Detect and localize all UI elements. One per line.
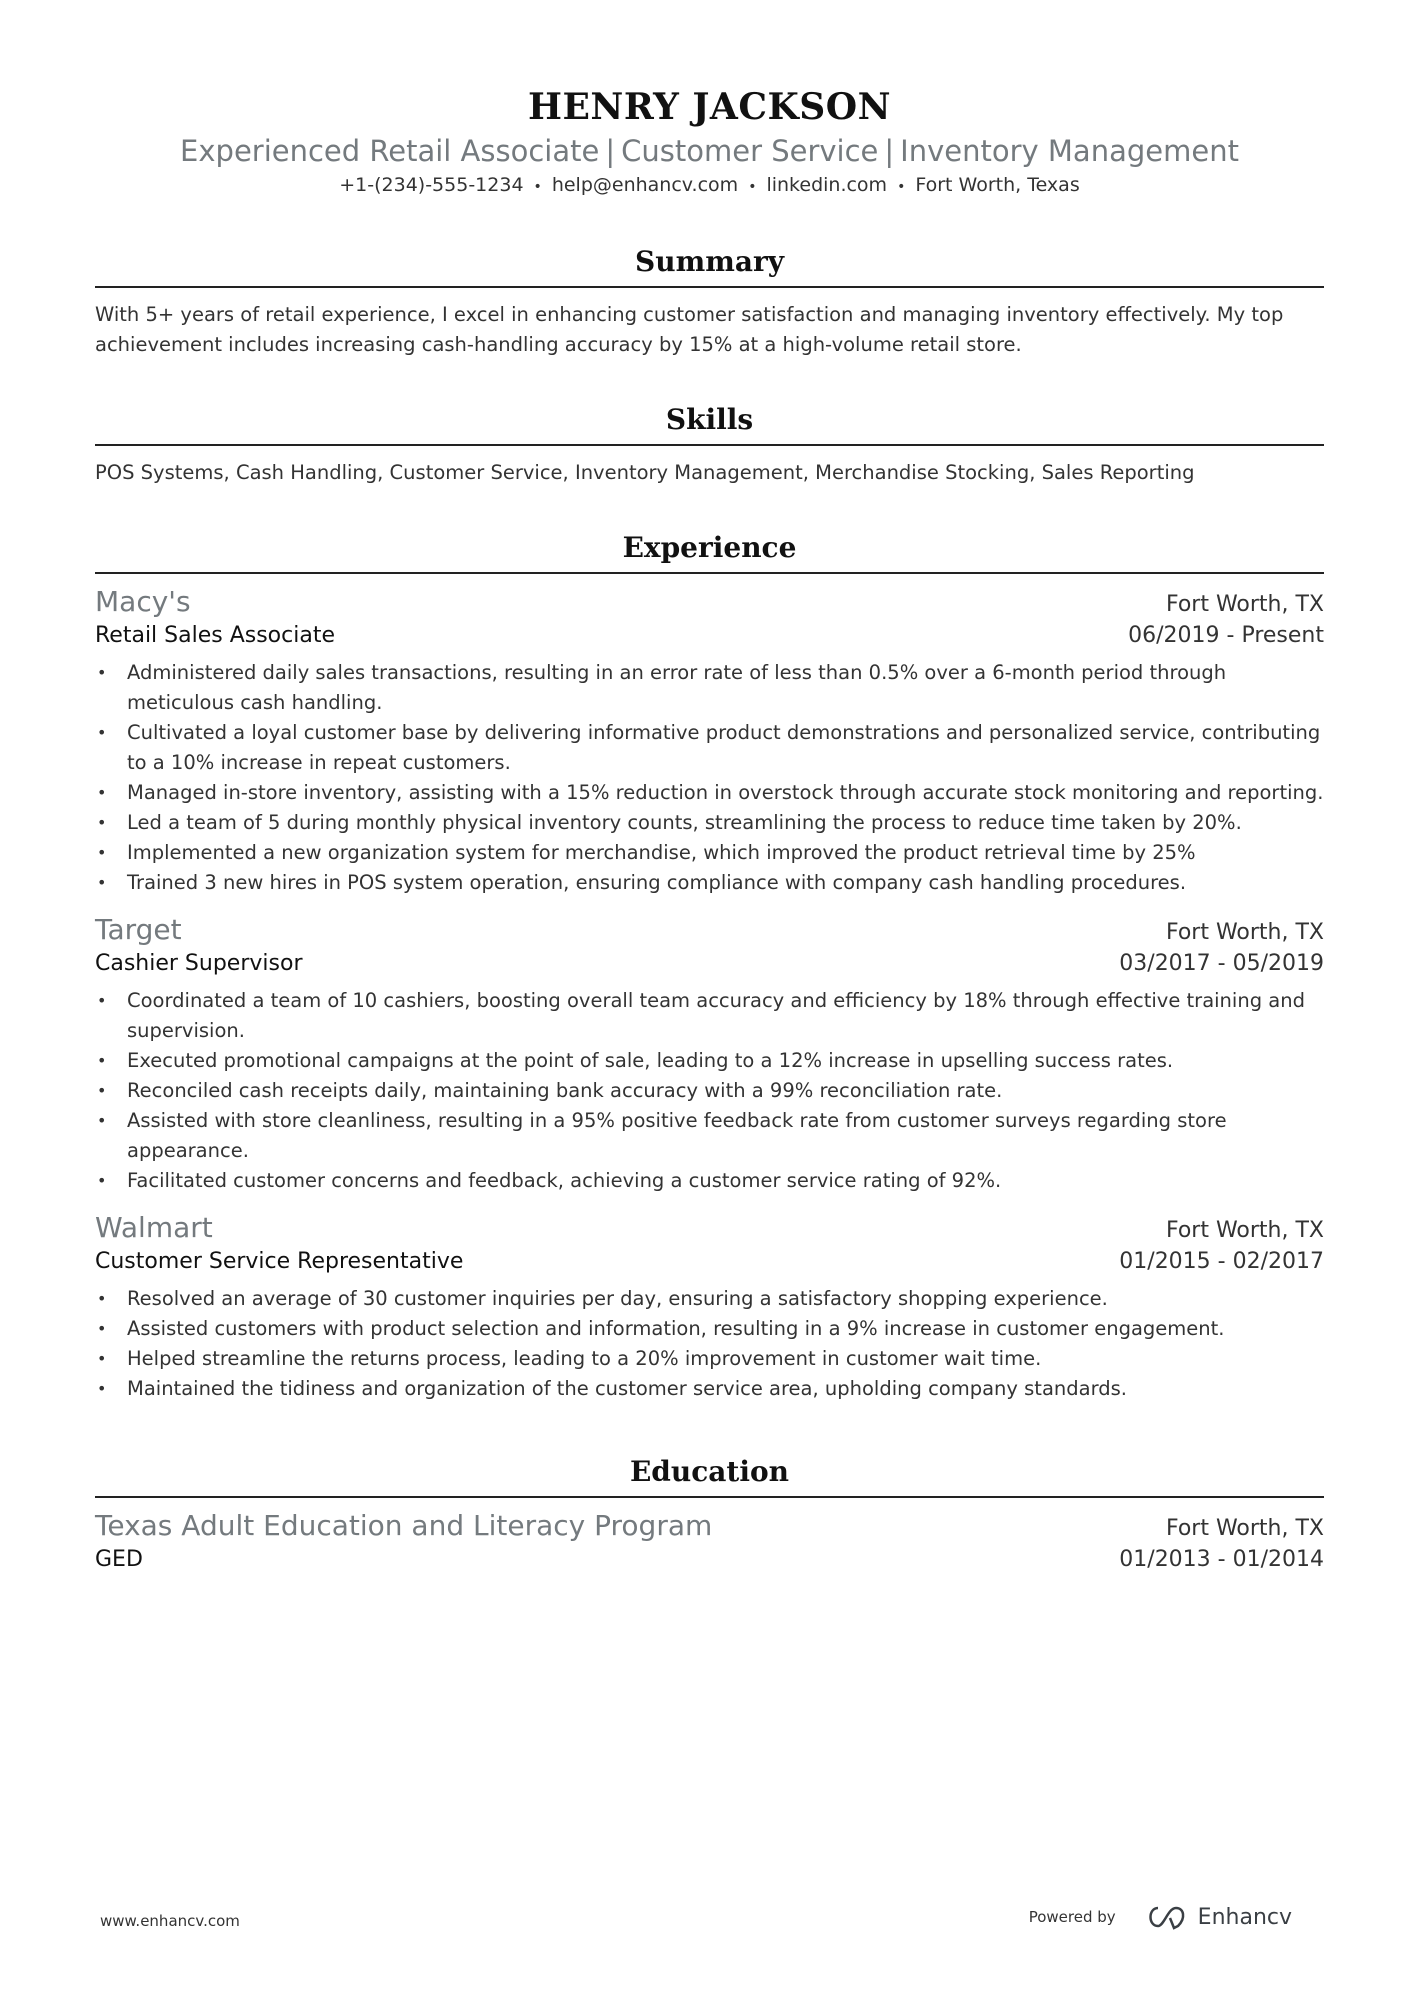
bullet-item: • Assisted customers with product selection and information, resulting in a 9% increase in customer engagement. [95, 1314, 1324, 1344]
degree: GED [95, 1547, 143, 1572]
footer-branding [1029, 1904, 1292, 1930]
job-dates: 06/2019 - Present [1128, 623, 1324, 648]
job-location: Fort Worth, TX [1165, 1218, 1324, 1243]
job-title: Retail Sales Associate [95, 623, 335, 648]
headline-item: Inventory Management [900, 134, 1239, 168]
bullet-item: • Administered daily sales transactions, resulting in an error rate of less than 0.5% over a 6-month period through meticulous cash handling. [95, 658, 1324, 718]
section-title: Experience [622, 531, 797, 564]
school-name: Texas Adult Education and Literacy Program [95, 1509, 713, 1542]
bullet-item: • Reconciled cash receipts daily, maintaining bank accuracy with a 99% reconciliation rate. [95, 1076, 1324, 1106]
school-location: Fort Worth, TX [1165, 1516, 1324, 1541]
bullet-item: • Implemented a new organization system for merchandise, which improved the product retrieval time by 25% [95, 838, 1324, 868]
section-title: Summary [635, 245, 784, 278]
job-title: Cashier Supervisor [95, 951, 303, 976]
company-name: Macy's [95, 585, 191, 618]
education-dates: 01/2013 - 01/2014 [1119, 1547, 1324, 1572]
company-name: Walmart [95, 1211, 213, 1244]
footer-website[interactable]: www.enhancv.com [100, 1912, 240, 1930]
headline-separator: | [605, 134, 616, 168]
skills-text: POS Systems, Cash Handling, Customer Service, Inventory Management, Merchandise Stocking, Sales Reporting [95, 461, 1195, 484]
headline [95, 132, 1324, 170]
headline-item: Customer Service [621, 134, 879, 168]
education-entry [95, 1508, 1324, 1576]
bullet-item: • Cultivated a loyal customer base by delivering informative product demonstrations and personalized service, contributing to a 10% increase in repeat customers. [95, 718, 1324, 778]
job-title: Customer Service Representative [95, 1249, 464, 1274]
section-divider [95, 286, 1324, 288]
bullet-item: • Maintained the tidiness and organization of the customer service area, upholding company standards. [95, 1374, 1324, 1404]
job-bullets [95, 658, 1324, 898]
experience-section [95, 530, 1324, 1404]
location: Fort Worth, Texas [915, 174, 1080, 196]
bullet-item: • Facilitated customer concerns and feedback, achieving a customer service rating of 92%. [95, 1166, 1324, 1196]
section-divider [95, 572, 1324, 574]
bullet-item: • Trained 3 new hires in POS system operation, ensuring compliance with company cash handling procedures. [95, 868, 1324, 898]
separator-dot: • [897, 179, 906, 195]
headline-separator: | [884, 134, 895, 168]
job-bullets [95, 1284, 1324, 1404]
bullet-item: • Assisted with store cleanliness, resulting in a 95% positive feedback rate from customer surveys regarding store appearance. [95, 1106, 1324, 1166]
summary-text: With 5+ years of retail experience, I excel in enhancing customer satisfaction and managing inventory effectively. My top achievement includes increasing cash-handling accuracy by 15% at a high-volume retail store. [95, 303, 1284, 356]
enhancv-logo [1144, 1904, 1292, 1930]
separator-dot: • [533, 179, 542, 195]
company-name: Target [95, 913, 182, 946]
bullet-item: • Helped streamline the returns process, leading to a 20% improvement in customer wait time. [95, 1344, 1324, 1374]
education-section [95, 1454, 1324, 1576]
section-title: Education [629, 1455, 790, 1488]
job-dates: 03/2017 - 05/2019 [1119, 951, 1324, 976]
bullet-item: • Managed in-store inventory, assisting with a 15% reduction in overstock through accurate stock monitoring and reporting. [95, 778, 1324, 808]
headline-item: Experienced Retail Associate [180, 134, 600, 168]
enhancv-logo-icon [1144, 1904, 1190, 1930]
bullet-item: • Resolved an average of 30 customer inquiries per day, ensuring a satisfactory shopping experience. [95, 1284, 1324, 1314]
phone: +1-(234)-555-1234 [339, 174, 524, 196]
linkedin-link[interactable]: linkedin.com [766, 174, 888, 196]
resume-page [95, 0, 1324, 1576]
section-divider [95, 1496, 1324, 1498]
bullet-item: • Executed promotional campaigns at the point of sale, leading to a 12% increase in upselling success rates. [95, 1046, 1324, 1076]
job-entry [95, 912, 1324, 1196]
bullet-item: • Coordinated a team of 10 cashiers, boosting overall team accuracy and efficiency by 18% through effective training and supervision. [95, 986, 1324, 1046]
summary-section [95, 244, 1324, 360]
bullet-item: • Led a team of 5 during monthly physical inventory counts, streamlining the process to reduce time taken by 20%. [95, 808, 1324, 838]
brand-name: Enhancv [1197, 1904, 1292, 1930]
section-divider [95, 444, 1324, 446]
email-link[interactable]: help@enhancv.com [551, 174, 739, 196]
job-location: Fort Worth, TX [1165, 592, 1324, 617]
job-location: Fort Worth, TX [1165, 920, 1324, 945]
job-bullets [95, 986, 1324, 1196]
job-entry [95, 584, 1324, 898]
powered-by-label: Powered by [1028, 1908, 1116, 1926]
job-dates: 01/2015 - 02/2017 [1119, 1249, 1324, 1274]
section-title: Skills [665, 403, 754, 436]
skills-section [95, 402, 1324, 488]
job-entry [95, 1210, 1324, 1404]
candidate-name: HENRY JACKSON [527, 86, 892, 128]
separator-dot: • [748, 179, 757, 195]
contact-info [95, 172, 1324, 200]
